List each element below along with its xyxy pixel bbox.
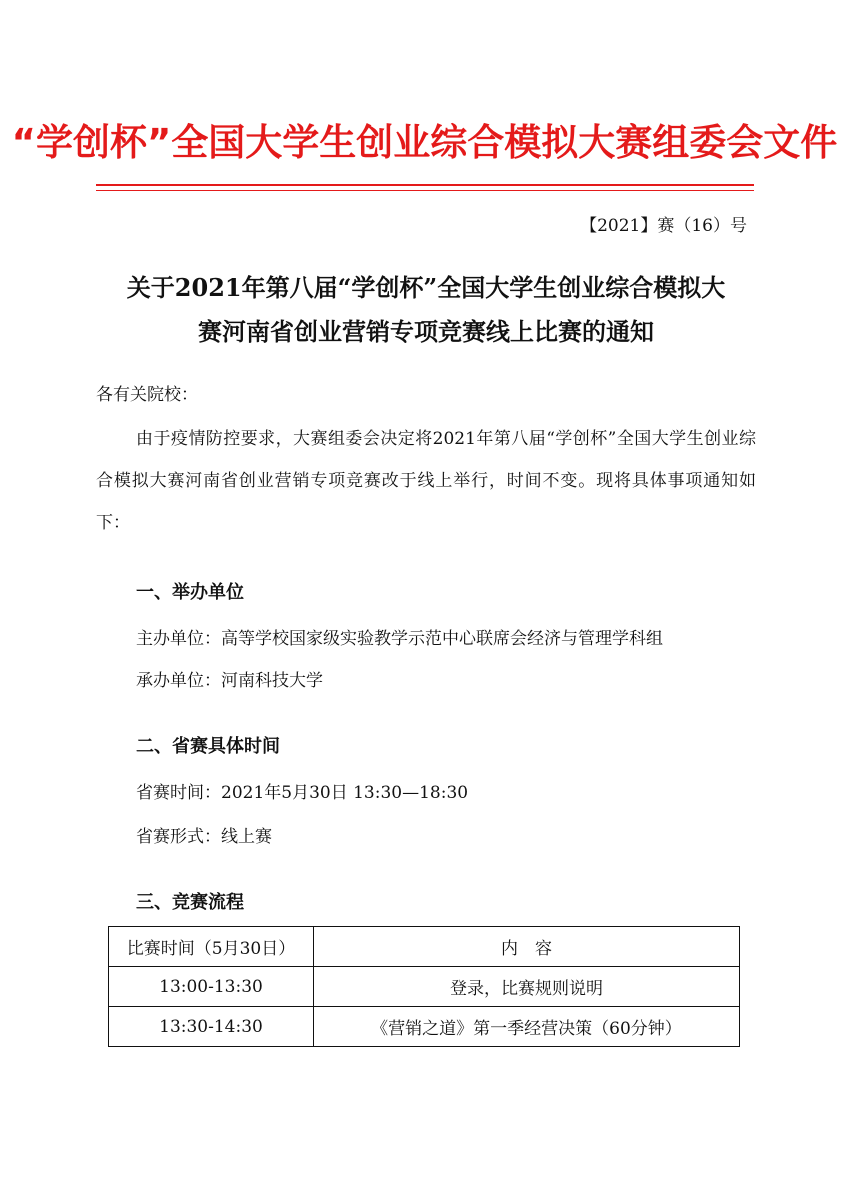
notice-title [96,266,756,354]
table-header-row [109,927,740,967]
table-header-cell: 内 容 [314,927,740,967]
salutation: 各有关院校： [96,385,198,405]
notice-title-line-2: 赛河南省创业营销专项竞赛线上比赛的通知 [198,317,654,346]
form-line: 省赛形式：线上赛 [136,827,272,847]
section-heading-time: 二、省赛具体时间 [136,736,280,757]
header-rule [96,184,754,186]
section-heading-process: 三、竞赛流程 [136,892,244,913]
org-header-title: “学创杯”全国大学生创业综合模拟大赛组委会文件 [11,121,838,164]
body-paragraph: 由于疫情防控要求，大赛组委会决定将2021年第八届“学创杯”全国大学生创业综合模拟大赛河南省创业营销专项竞赛改于线上举行，时间不变。现将具体事项通知如下： [96,429,756,533]
undertaker-line: 承办单位：河南科技大学 [136,671,323,691]
section-heading-organizers: 一、举办单位 [136,582,244,603]
header-rule-thin [96,190,754,191]
table-row [109,1007,740,1047]
time-line: 省赛时间：2021年5月30日 13:30—18:30 [136,783,469,803]
table-cell-content: 《营销之道》第一季经营决策（60分钟） [314,1007,740,1047]
document-number: 【2021】赛（16）号 [580,216,747,236]
table-cell-time: 13:00-13:30 [109,967,314,1007]
table-cell-content: 登录，比赛规则说明 [314,967,740,1007]
host-line: 主办单位：高等学校国家级实验教学示范中心联席会经济与管理学科组 [136,629,663,649]
table-header-cell: 比赛时间（5月30日） [109,927,314,967]
notice-title-line-1: 关于2021年第八届“学创杯”全国大学生创业综合模拟大 [126,273,726,302]
table-row [109,967,740,1007]
table-cell-time: 13:30-14:30 [109,1007,314,1047]
schedule-table [108,926,740,1047]
